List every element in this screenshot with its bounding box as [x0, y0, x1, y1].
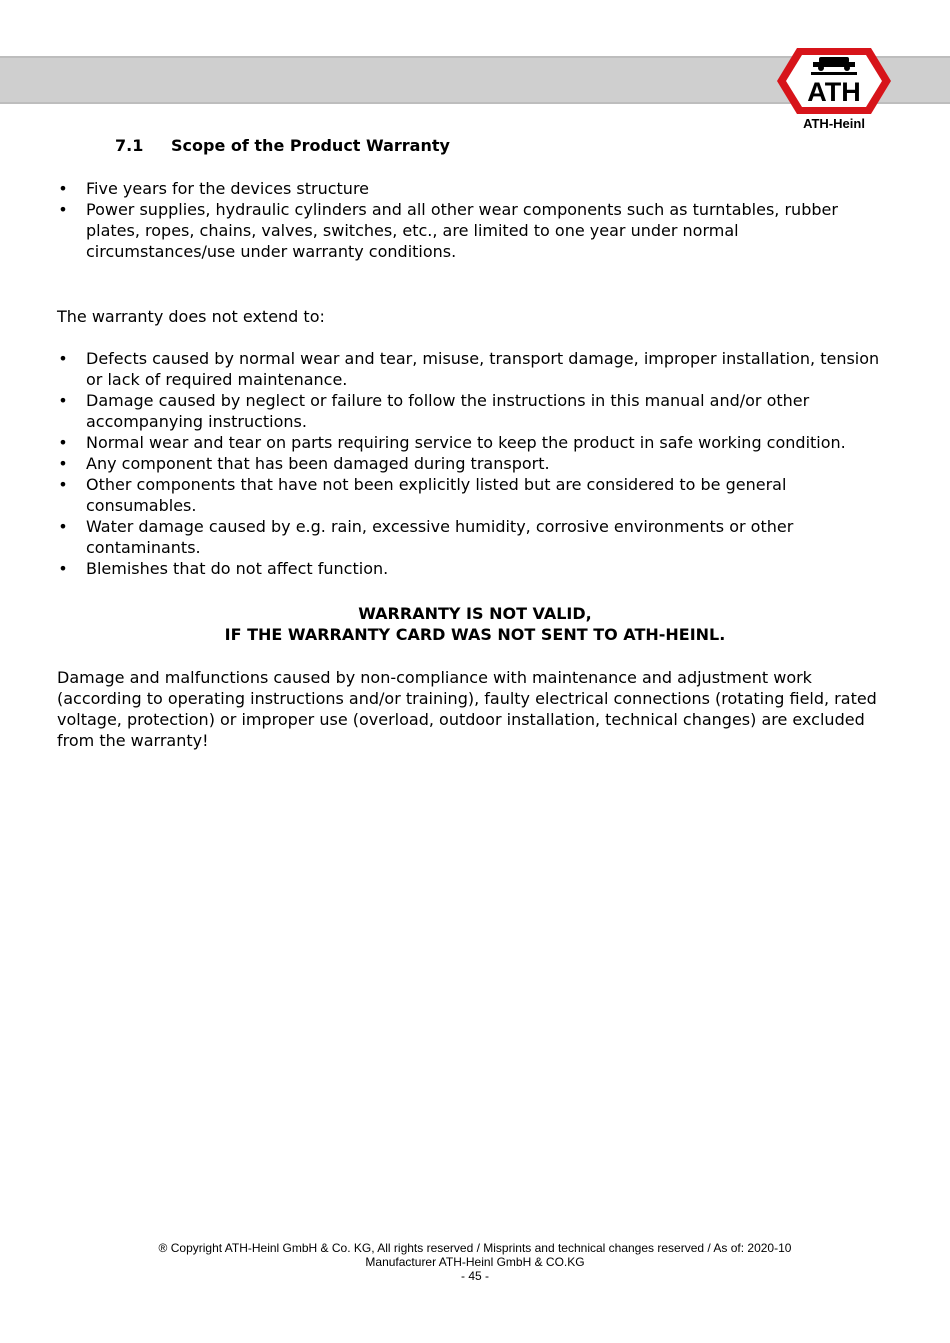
- page-number: - 45 -: [460, 1269, 489, 1283]
- logo-emblem-icon: [775, 46, 893, 116]
- exclusions-list: [57, 348, 887, 579]
- list-item: • Water damage caused by e.g. rain, excessive humidity, corrosive environments or other contaminants.: [58, 517, 794, 557]
- warranty-notice: [0, 603, 950, 645]
- list-item: • Power supplies, hydraulic cylinders and all other wear components such as turntables, rubber plates, ropes, chains, valves, switches, etc., are limited to one year under normal circumstances/use under warranty conditions.: [58, 200, 838, 261]
- list-item: • Damage caused by neglect or failure to follow the instructions in this manual and/or other accompanying instructions.: [58, 391, 810, 431]
- notice-line-2: IF THE WARRANTY CARD WAS NOT SENT TO ATH-HEINL.: [224, 625, 726, 644]
- section-number: 7.1: [115, 136, 144, 155]
- company-logo: [775, 46, 893, 136]
- section-title: Scope of the Product Warranty: [171, 136, 450, 155]
- closing-paragraph: Damage and malfunctions caused by non-compliance with maintenance and adjustment work (according to operating instructions and/or training), faulty electrical connections (rotating field, rated voltage, protection) or improper use (overload, outdoor installation, technical changes) are excluded from the warranty!: [57, 668, 877, 750]
- notice-line-1: WARRANTY IS NOT VALID,: [358, 604, 592, 623]
- footer-manufacturer: Manufacturer ATH-Heinl GmbH & CO.KG: [365, 1255, 585, 1269]
- bullet-icon: •: [58, 517, 68, 536]
- bullet-icon: •: [58, 454, 68, 473]
- bullet-icon: •: [58, 433, 68, 452]
- coverage-list: [57, 178, 887, 262]
- exclusions-intro: The warranty does not extend to:: [57, 307, 325, 326]
- list-item: • Normal wear and tear on parts requiring service to keep the product in safe working condition.: [58, 433, 846, 452]
- page-footer: [0, 1241, 950, 1283]
- list-item: • Blemishes that do not affect function.: [58, 559, 389, 578]
- list-item: • Defects caused by normal wear and tear, misuse, transport damage, improper installation, tension or lack of required maintenance.: [58, 349, 880, 389]
- section-heading: [115, 136, 450, 155]
- bullet-icon: •: [58, 179, 68, 198]
- bullet-icon: •: [58, 559, 68, 578]
- bullet-icon: •: [58, 391, 68, 410]
- list-item: • Five years for the devices structure: [58, 179, 370, 198]
- list-item: • Other components that have not been explicitly listed but are considered to be general consumables.: [58, 475, 787, 515]
- list-item: • Any component that has been damaged during transport.: [58, 454, 550, 473]
- bullet-icon: •: [58, 200, 68, 219]
- svg-text:ATH: ATH: [807, 77, 861, 107]
- bullet-icon: •: [58, 349, 68, 368]
- logo-label: ATH-Heinl: [803, 116, 865, 131]
- bullet-icon: •: [58, 475, 68, 494]
- footer-copyright: ® Copyright ATH-Heinl GmbH & Co. KG, All rights reserved / Misprints and technical changes reserved / As of: 2020-10: [158, 1241, 792, 1255]
